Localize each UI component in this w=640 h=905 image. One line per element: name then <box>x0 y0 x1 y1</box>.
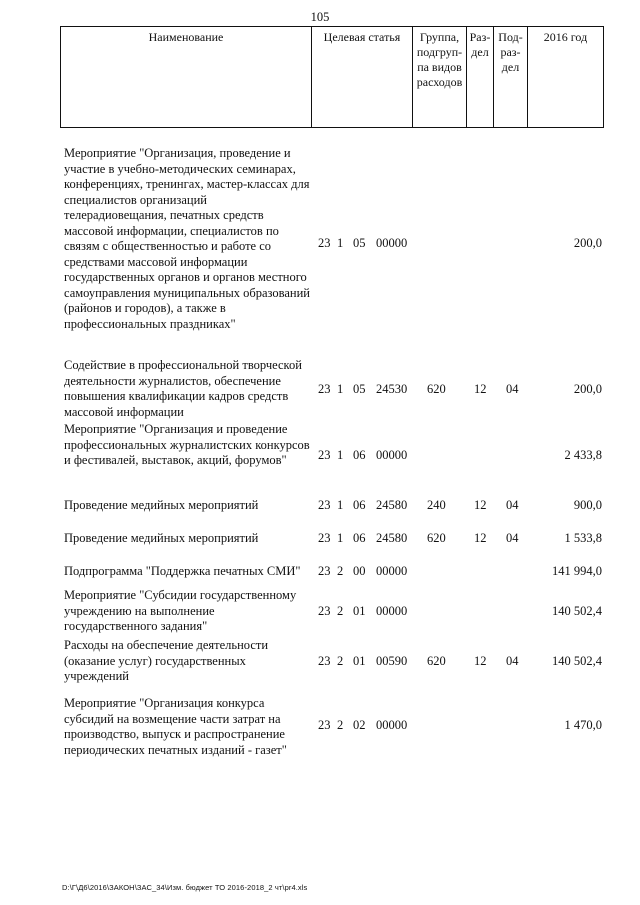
row-cs-subprogram: 1 <box>337 498 344 512</box>
row-amount: 200,0 <box>573 236 602 250</box>
row-name: Мероприятие "Организация, проведение и участие в учебно-методических семинарах, конференциях, тренингах, мастер-классах для специалистов организаций телерадиовещания, печатных средств массовой информации, специалистов по связям с общественностью и работе со средствами массовой информации государственных органов и органов местного самоуправления муниципальных образований (районов и городов), а также в профессиональных праздниках" <box>64 146 310 331</box>
row-cs-subprogram: 2 <box>337 654 344 668</box>
row-cs-event: 01 <box>353 654 366 668</box>
row-cs-event: 06 <box>353 448 366 462</box>
row-cs-subprogram: 2 <box>337 564 344 578</box>
row-cs-subprogram: 2 <box>337 718 344 732</box>
row-section: 12 <box>474 531 487 545</box>
row-amount: 141 994,0 <box>552 564 602 578</box>
row-name: Содействие в профессиональной творческой деятельности журналистов, обеспечение повышения квалификации кадров средств массовой информации <box>64 358 302 419</box>
row-subsection: 04 <box>506 382 519 396</box>
row-cs-event: 01 <box>353 604 366 618</box>
row-cs-code: 00000 <box>376 236 408 250</box>
row-cs-program: 23 <box>318 236 331 250</box>
row-subsection: 04 <box>506 654 519 668</box>
row-cs-event: 00 <box>353 564 366 578</box>
row-cs-subprogram: 1 <box>337 448 344 462</box>
row-subsection: 04 <box>506 531 519 545</box>
row-name: Мероприятие "Субсидии государственному учреждению на выполнение государственного задания" <box>64 588 297 633</box>
row-cs-program: 23 <box>318 604 331 618</box>
row-cs-code: 24530 <box>376 382 408 396</box>
header-target-article: Целевая статья <box>311 27 412 127</box>
row-expense-group: 620 <box>427 382 446 396</box>
header-year-2016: 2016 год <box>527 27 603 127</box>
row-cs-subprogram: 1 <box>337 382 344 396</box>
row-cs-program: 23 <box>318 382 331 396</box>
row-expense-group: 240 <box>427 498 446 512</box>
row-cs-event: 05 <box>353 236 366 250</box>
row-amount: 2 433,8 <box>564 448 602 462</box>
row-section: 12 <box>474 498 487 512</box>
row-section: 12 <box>474 382 487 396</box>
row-expense-group: 620 <box>427 654 446 668</box>
row-cs-program: 23 <box>318 718 331 732</box>
row-cs-code: 24580 <box>376 498 408 512</box>
row-cs-subprogram: 1 <box>337 236 344 250</box>
row-cs-program: 23 <box>318 498 331 512</box>
header-name: Наименование <box>148 30 224 44</box>
row-cs-event: 05 <box>353 382 366 396</box>
row-cs-code: 00590 <box>376 654 408 668</box>
row-amount: 200,0 <box>573 382 602 396</box>
header-subsection: Под- раз- дел <box>493 27 527 127</box>
header-section: Раз- дел <box>466 27 493 127</box>
row-cs-program: 23 <box>318 531 331 545</box>
row-amount: 140 502,4 <box>552 654 602 668</box>
row-cs-subprogram: 2 <box>337 604 344 618</box>
row-cs-program: 23 <box>318 564 331 578</box>
header-expense-group: Группа, подгруп- па видов расходов <box>412 27 466 127</box>
row-name: Проведение медийных мероприятий <box>64 498 259 512</box>
row-name: Проведение медийных мероприятий <box>64 531 259 545</box>
row-amount: 900,0 <box>573 498 602 512</box>
row-expense-group: 620 <box>427 531 446 545</box>
row-name: Мероприятие "Организация конкурса субсидий на возмещение части затрат на производство, выпуск и распространение периодических печатных изданий - газет" <box>64 696 287 757</box>
row-subsection: 04 <box>506 498 519 512</box>
row-cs-program: 23 <box>318 654 331 668</box>
row-amount: 140 502,4 <box>552 604 602 618</box>
row-cs-event: 06 <box>353 531 366 545</box>
row-cs-event: 02 <box>353 718 366 732</box>
row-name: Мероприятие "Организация и проведение профессиональных журналистских конкурсов и фестивалей, выставок, акций, форумов" <box>64 422 310 467</box>
row-name: Расходы на обеспечение деятельности (оказание услуг) государственных учреждений <box>64 638 269 683</box>
page-number: 105 <box>310 10 330 24</box>
row-section: 12 <box>474 654 487 668</box>
row-cs-code: 00000 <box>376 604 408 618</box>
row-cs-event: 06 <box>353 498 366 512</box>
file-path-footer: D:\Г\Д6\2016\ЗАКОН\ЗАС_34\Изм. бюджет ТО 2016-2018_2 чт\pr4.xls <box>62 883 308 892</box>
row-cs-program: 23 <box>318 448 331 462</box>
row-amount: 1 470,0 <box>564 718 602 732</box>
row-name: Подпрограмма "Поддержка печатных СМИ" <box>64 564 301 578</box>
row-cs-subprogram: 1 <box>337 531 344 545</box>
row-cs-code: 00000 <box>376 448 408 462</box>
row-cs-code: 24580 <box>376 531 408 545</box>
row-cs-code: 00000 <box>376 564 408 578</box>
row-cs-code: 00000 <box>376 718 408 732</box>
row-amount: 1 533,8 <box>564 531 602 545</box>
